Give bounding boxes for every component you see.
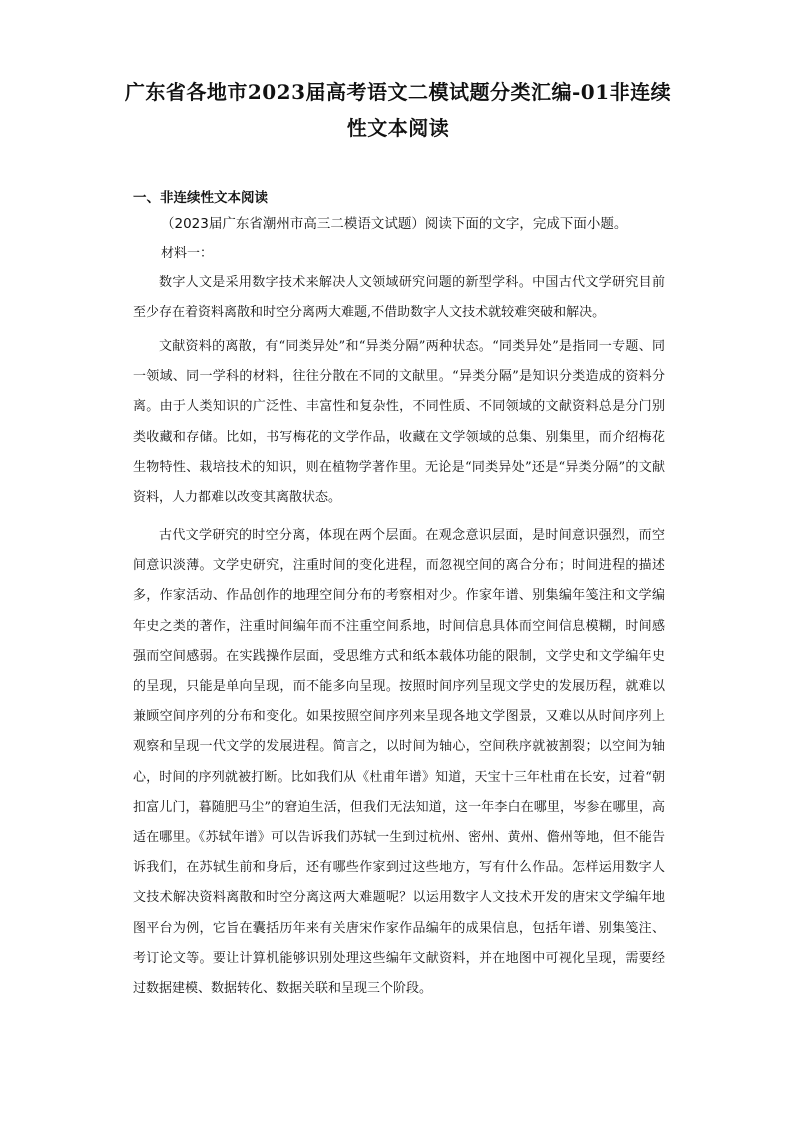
document-title-line-1: 广东省各地市2023届高考语文二模试题分类汇编-01非连续 [124,80,672,104]
body-paragraph-2: 文献资料的离散，有“同类异处”和“异类分隔”两种状态。“同类异处”是指同一专题、同一领域、同一学科的材料，往往分散在不同的文献里。“异类分隔”是知识分类造成的资料分离。由于人类知识的广泛性、丰富性和复杂性，不同性质、不同领域的文献资料总是分门别类收藏和存储。比如，书写梅花的文学作品，收藏在文学领域的总集、别集里，而介绍梅花生物特性、栽培技术的知识，则在植物学著作里。无论是“同类异处”还是“异类分隔”的文献资料，人力都难以改变其离散状态。 [133,339,665,506]
question-intro: （2023届广东省潮州市高三二模语文试题）阅读下面的文字，完成下面小题。 [161,216,628,232]
body-paragraph-1: 数字人文是采用数字技术来解决人文领域研究问题的新型学科。中国古代文学研究目前至少存在着资料离散和时空分离两大难题,不借助数字人文技术就较难突破和解决。 [133,275,665,321]
document-title-line-2: 性文本阅读 [346,116,450,140]
material-label: 材料一： [161,246,214,261]
body-paragraph-3: 古代文学研究的时空分离，体现在两个层面。在观念意识层面，是时间意识强烈，而空间意识淡薄。文学史研究，注重时间的变化进程，而忽视空间的离合分布；时间进程的描述多，作家活动、作品创作的地理空间分布的考察相对少。作家年谱、别集编年笺注和文学编年史之类的著作，注重时间编年而不注重空间系地，时间信息具体而空间信息模糊，时间感强而空间感弱。在实践操作层面，受思维方式和纸本载体功能的限制，文学史和文学编年史的呈现，只能是单向呈现，而不能多向呈现。按照时间序列呈现文学史的发展历程，就难以兼顾空间序列的分布和变化。如果按照空间序列来呈现各地文学图景，又难以从时间序列上观察和呈现一代文学的发展进程。简言之，以时间为轴心，空间秩序就被割裂；以空间为轴心，时间的序列就被打断。比如我们从《杜甫年谱》知道，天宝十三年杜甫在长安，过着“朝扣富儿门，暮随肥马尘”的窘迫生活，但我们无法知道，这一年李白在哪里，岑参在哪里，高适在哪里。《苏轼年谱》可以告诉我们苏轼一生到过杭州、密州、黄州、儋州等地，但不能告诉我们，在苏轼生前和身后，还有哪些作家到过这些地方，写有什么作品。怎样运用数字人文技术解决资料离散和时空分离这两大难题呢？以运用数字人文技术开发的唐宋文学编年地图平台为例，它旨在囊括历年来有关唐宋作家作品编年的成果信息，包括年谱、别集笺注、考订论文等。要让计算机能够识别处理这些编年文献资料，并在地图中可视化呈现，需要经过数据建模、数据转化、数据关联和呈现三个阶段。 [133,528,665,997]
section-heading: 一、非连续性文本阅读 [133,190,268,206]
